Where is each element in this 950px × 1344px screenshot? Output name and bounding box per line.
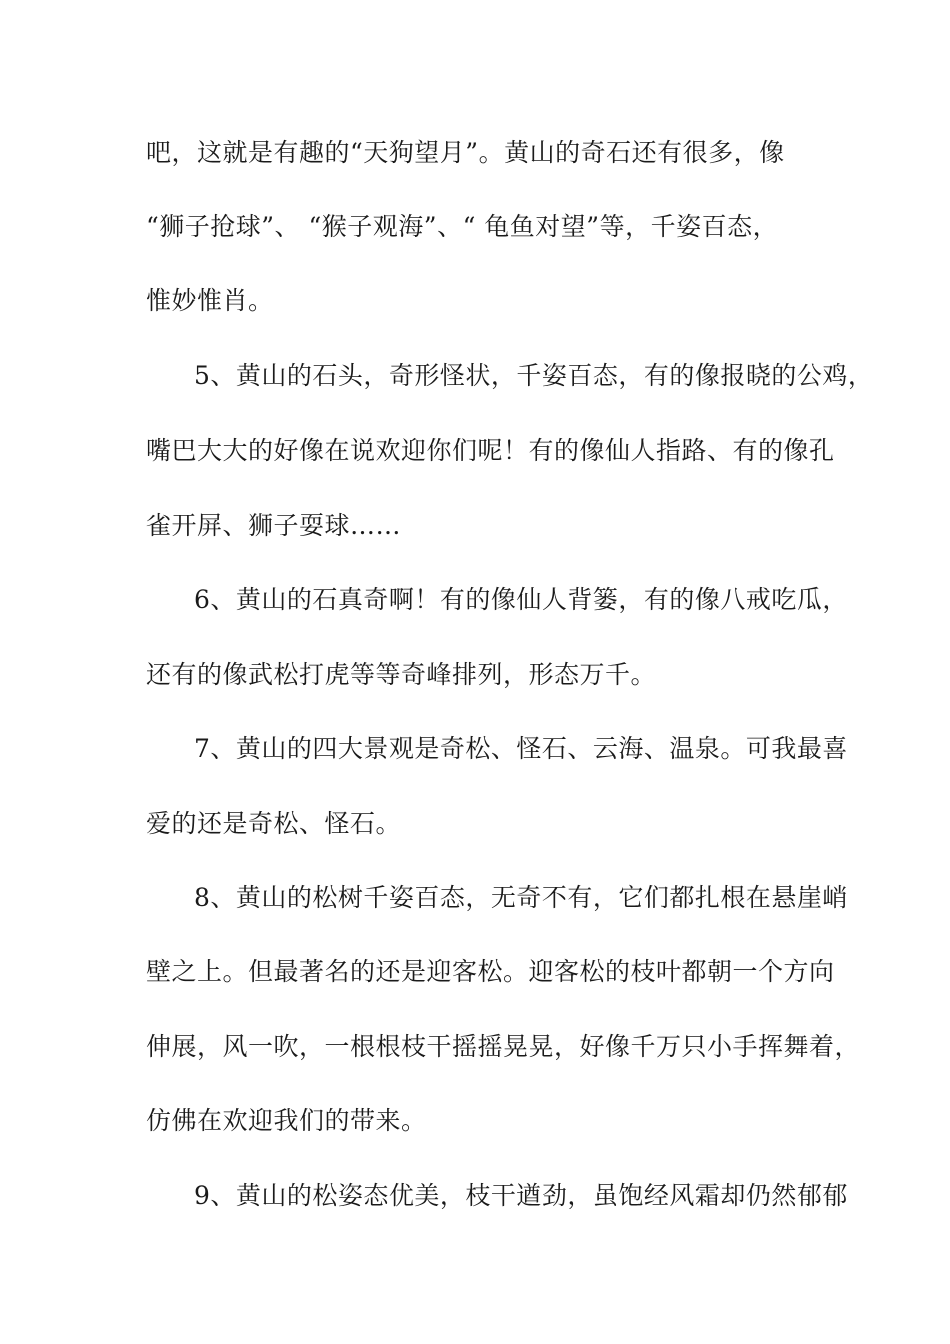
text-line: 仿佛在欢迎我们的带来。 <box>146 1106 427 1135</box>
text-line: 吧，这就是有趣的“天狗望月”。黄山的奇石还有很多，像 <box>146 138 785 167</box>
text-line: 伸展，风一吹，一根根枝干摇摇晃晃，好像千万只小手挥舞着， <box>146 1032 861 1061</box>
paragraph-start-line: 7、黄山的四大景观是奇松、怪石、云海、温泉。可我最喜 <box>194 734 848 763</box>
paragraph-start-line: 8、黄山的松树千姿百态，无奇不有，它们都扎根在悬崖峭 <box>194 883 848 912</box>
text-line: “狮子抢球”、 “猴子观海”、“ 龟鱼对望”等，千姿百态， <box>146 212 779 241</box>
paragraph-start-line: 5、黄山的石头，奇形怪状，千姿百态，有的像报晓的公鸡， <box>194 361 874 390</box>
text-line: 还有的像武松打虎等等奇峰排列，形态万千。 <box>146 660 657 689</box>
text-line: 壁之上。但最著名的还是迎客松。迎客松的枝叶都朝一个方向 <box>146 957 835 986</box>
text-line: 爱的还是奇松、怪石。 <box>146 809 402 838</box>
paragraph-start-line: 9、黄山的松姿态优美，枝干遒劲，虽饱经风霜却仍然郁郁 <box>194 1181 848 1210</box>
text-line: 雀开屏、狮子耍球…… <box>146 511 402 540</box>
text-line: 惟妙惟肖。 <box>146 286 274 315</box>
text-line: 嘴巴大大的好像在说欢迎你们呢！有的像仙人指路、有的像孔 <box>146 436 835 465</box>
paragraph-start-line: 6、黄山的石真奇啊！有的像仙人背篓，有的像八戒吃瓜， <box>194 585 848 614</box>
